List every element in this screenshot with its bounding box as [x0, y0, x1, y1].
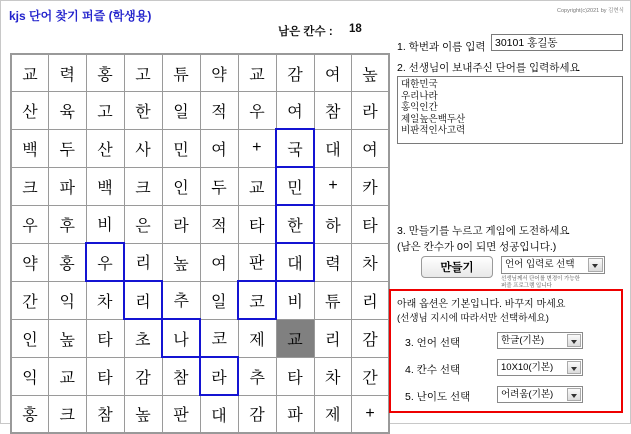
grid-cell[interactable]: 감 [124, 357, 162, 395]
grid-cell[interactable]: 파 [276, 395, 314, 433]
grid-cell[interactable]: + [352, 395, 389, 433]
step1-label: 1. 학번과 이름 입력 [397, 41, 486, 53]
grid-cell[interactable]: 추 [238, 357, 276, 395]
grid-cell[interactable]: 두 [49, 129, 87, 167]
chevron-down-icon[interactable] [567, 361, 581, 374]
grid-cell[interactable]: 초 [124, 319, 162, 357]
words-textarea[interactable] [397, 76, 623, 144]
grid-cell[interactable]: 리 [124, 243, 162, 281]
grid-cell[interactable]: 적 [200, 205, 238, 243]
grid-cell[interactable]: 감 [352, 319, 389, 357]
difficulty-select-value: 어려움(기본) [501, 389, 554, 400]
step2-label: 2. 선생님이 보내주신 단어를 입력하세요 [397, 62, 580, 74]
grid-cell[interactable]: 참 [314, 92, 352, 130]
grid-cell[interactable]: 비 [276, 281, 314, 319]
grid-cell[interactable]: 고 [124, 55, 162, 92]
grid-cell[interactable]: 높 [352, 55, 389, 92]
grid-cell[interactable]: 여 [352, 129, 389, 167]
grid-cell[interactable]: 간 [12, 281, 49, 319]
grid-row [12, 319, 389, 357]
size-select[interactable] [497, 359, 583, 376]
grid-row [12, 167, 389, 205]
grid-cell[interactable]: 크 [12, 167, 49, 205]
remaining-cells-value: 18 [349, 23, 362, 35]
remaining-cells-label: 남은 칸수 : [278, 26, 333, 38]
grid-cell[interactable]: 민 [162, 129, 200, 167]
grid-cell[interactable]: 튜 [314, 281, 352, 319]
grid-cell[interactable]: 여 [276, 92, 314, 130]
grid-cell[interactable]: 높 [124, 395, 162, 433]
chevron-down-icon[interactable] [588, 258, 603, 272]
grid-row [12, 205, 389, 243]
grid-row [12, 357, 389, 395]
grid-cell[interactable]: 대 [276, 243, 314, 281]
grid-cell[interactable]: 홍 [12, 395, 49, 433]
options-note-primary: 아래 옵션은 기본입니다. 바꾸지 마세요 [397, 299, 566, 310]
grid-cell[interactable]: 인 [162, 167, 200, 205]
grid-cell[interactable]: 은 [124, 205, 162, 243]
grid-cell[interactable]: 타 [352, 205, 389, 243]
grid-cell[interactable]: 대 [200, 395, 238, 433]
options-panel [389, 289, 623, 413]
option-label-language: 3. 언어 선택 [405, 337, 461, 349]
chevron-down-icon[interactable] [567, 334, 581, 347]
grid-cell[interactable]: 판 [162, 395, 200, 433]
grid-cell[interactable]: 교 [238, 55, 276, 92]
grid-cell[interactable]: 산 [86, 129, 124, 167]
grid-cell[interactable]: 사 [124, 129, 162, 167]
grid-cell[interactable]: 고 [86, 92, 124, 130]
student-id-input[interactable] [491, 34, 623, 51]
grid-cell[interactable]: 라 [200, 357, 238, 395]
grid-cell[interactable]: 익 [12, 357, 49, 395]
grid-cell[interactable]: 두 [200, 167, 238, 205]
grid-cell[interactable]: 약 [12, 243, 49, 281]
grid-cell[interactable]: 추 [162, 281, 200, 319]
grid-cell[interactable]: 여 [314, 55, 352, 92]
grid-row [12, 281, 389, 319]
options-note-secondary: (선생님 지시에 따라서만 선택하세요) [397, 313, 549, 324]
grid-cell[interactable]: 우 [238, 92, 276, 130]
grid-cell[interactable]: 우 [12, 205, 49, 243]
step3-note: (남은 칸수가 0이 되면 성공입니다.) [397, 241, 557, 253]
grid-cell[interactable]: 차 [352, 243, 389, 281]
grid-row [12, 55, 389, 92]
grid-cell[interactable]: 코 [238, 281, 276, 319]
grid-cell[interactable]: 판 [238, 243, 276, 281]
option-label-difficulty: 5. 난이도 선택 [405, 391, 471, 403]
grid-cell[interactable]: 감 [276, 55, 314, 92]
grid-cell[interactable]: 교 [238, 167, 276, 205]
grid-cell[interactable]: 나 [162, 319, 200, 357]
grid-cell[interactable]: 교 [276, 319, 314, 357]
difficulty-select[interactable] [497, 386, 583, 403]
grid-cell[interactable]: 국 [276, 129, 314, 167]
grid-cell[interactable]: 참 [162, 357, 200, 395]
grid-cell[interactable]: 리 [124, 281, 162, 319]
grid-cell[interactable]: 인 [12, 319, 49, 357]
step3-label: 3. 만들기를 누르고 게임에 도전하세요 [397, 225, 570, 237]
grid-cell[interactable]: 높 [162, 243, 200, 281]
make-puzzle-button[interactable]: 만들기 [421, 256, 493, 278]
grid-cell[interactable]: 라 [352, 92, 389, 130]
grid-cell[interactable]: 비 [86, 205, 124, 243]
program-note: 선생님께서 단어를 변경이 가능한 퍼즐 프로그램 입니다 [501, 276, 580, 289]
grid-cell[interactable]: 홍 [86, 55, 124, 92]
mode-select-dropdown[interactable] [501, 256, 605, 274]
grid-cell[interactable]: 차 [86, 281, 124, 319]
grid-cell[interactable]: 대 [314, 129, 352, 167]
grid-cell[interactable]: 민 [276, 167, 314, 205]
copyright-text: Copyright(c)2021 by 김현식 [557, 8, 624, 14]
grid-cell[interactable]: 높 [49, 319, 87, 357]
grid-row [12, 243, 389, 281]
page-title: kjs 단어 찾기 퍼즐 (학생용) [9, 9, 152, 23]
grid-cell[interactable]: 크 [124, 167, 162, 205]
option-label-size: 4. 칸수 선택 [405, 364, 461, 376]
grid-cell[interactable]: + [314, 167, 352, 205]
grid-cell[interactable]: 익 [49, 281, 87, 319]
grid-cell[interactable]: 일 [162, 92, 200, 130]
grid-cell[interactable]: 교 [49, 357, 87, 395]
grid-cell[interactable]: 파 [49, 167, 87, 205]
grid-cell[interactable]: 코 [200, 319, 238, 357]
grid-cell[interactable]: 제 [238, 319, 276, 357]
size-select-value: 10X10(기본) [501, 362, 554, 373]
grid-cell[interactable]: 교 [12, 55, 49, 92]
grid-row [12, 92, 389, 130]
grid-cell[interactable]: 타 [276, 357, 314, 395]
grid-cell[interactable]: 타 [86, 319, 124, 357]
grid-cell[interactable]: 차 [314, 357, 352, 395]
grid-cell[interactable]: 크 [49, 395, 87, 433]
language-select-value: 한글(기본) [501, 335, 545, 346]
language-select[interactable] [497, 332, 583, 349]
grid-cell[interactable]: 제 [314, 395, 352, 433]
grid-cell[interactable]: 산 [12, 92, 49, 130]
grid-cell[interactable]: 간 [352, 357, 389, 395]
grid-cell[interactable]: 력 [314, 243, 352, 281]
grid-cell[interactable]: 한 [124, 92, 162, 130]
grid-cell[interactable]: 우 [86, 243, 124, 281]
word-search-grid[interactable] [10, 53, 390, 434]
grid-cell[interactable]: 백 [12, 129, 49, 167]
grid-cell[interactable]: 리 [352, 281, 389, 319]
grid-cell[interactable]: 육 [49, 92, 87, 130]
grid-cell[interactable]: 라 [162, 205, 200, 243]
grid-cell[interactable]: 여 [200, 243, 238, 281]
grid-cell[interactable]: 한 [276, 205, 314, 243]
grid-cell[interactable]: 홍 [49, 243, 87, 281]
grid-table [11, 54, 389, 433]
chevron-down-icon[interactable] [567, 388, 581, 401]
grid-cell[interactable]: 약 [200, 55, 238, 92]
grid-row [12, 395, 389, 433]
grid-cell[interactable]: 여 [200, 129, 238, 167]
grid-cell[interactable]: 적 [200, 92, 238, 130]
grid-row [12, 129, 389, 167]
grid-cell[interactable]: 후 [49, 205, 87, 243]
grid-cell[interactable]: 타 [238, 205, 276, 243]
grid-cell[interactable]: 백 [86, 167, 124, 205]
grid-cell[interactable]: 력 [49, 55, 87, 92]
grid-cell[interactable]: 튜 [162, 55, 200, 92]
mode-select-value: 언어 입력로 선택 [505, 259, 575, 270]
grid-cell[interactable]: + [238, 129, 276, 167]
grid-cell[interactable]: 일 [200, 281, 238, 319]
grid-cell[interactable]: 참 [86, 395, 124, 433]
grid-cell[interactable]: 카 [352, 167, 389, 205]
grid-cell[interactable]: 리 [314, 319, 352, 357]
grid-cell[interactable]: 하 [314, 205, 352, 243]
grid-cell[interactable]: 타 [86, 357, 124, 395]
grid-cell[interactable]: 감 [238, 395, 276, 433]
